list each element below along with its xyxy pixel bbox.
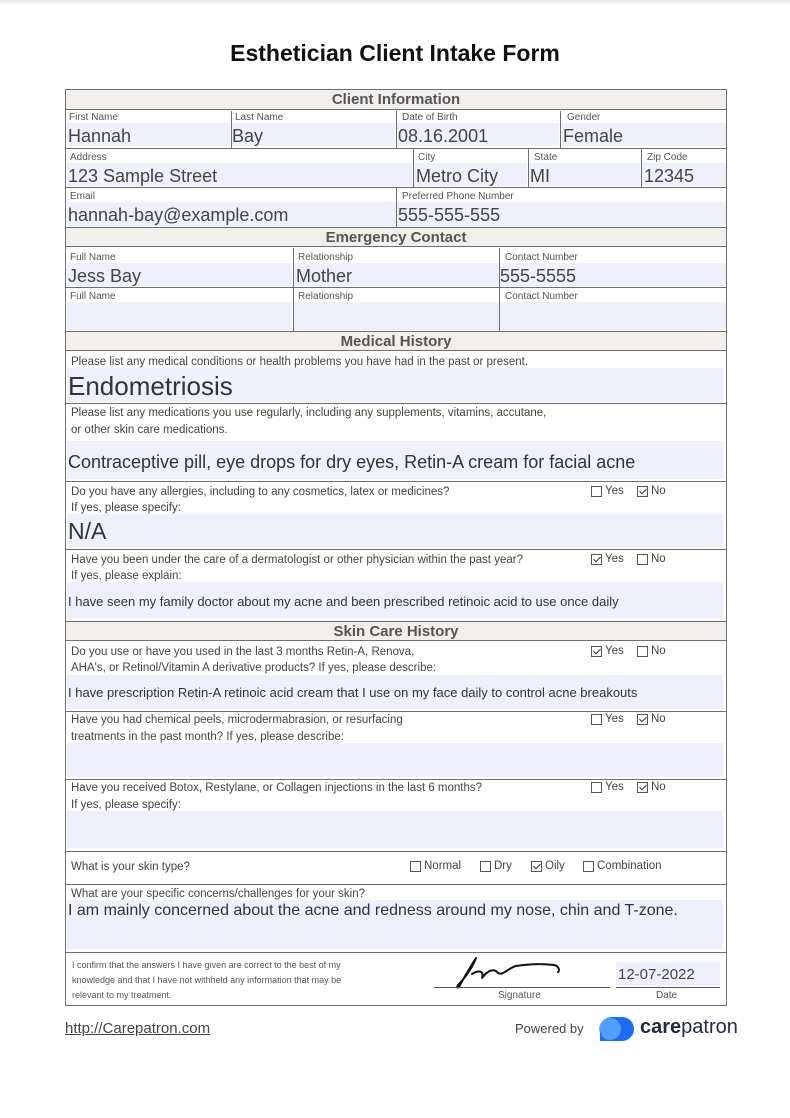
medical-q1: Please list any medical conditions or health problems you have had in the past or present. bbox=[71, 356, 529, 368]
zip-value: 12345 bbox=[644, 166, 695, 186]
divider bbox=[66, 287, 726, 288]
skin-type-label: Oily bbox=[545, 860, 565, 872]
yes-label: Yes bbox=[605, 645, 624, 657]
yes-label: Yes bbox=[605, 485, 624, 497]
zip-label: Zip Code bbox=[647, 152, 688, 163]
yes-label: Yes bbox=[605, 553, 624, 565]
skin-type-oily-checkbox[interactable] bbox=[531, 860, 565, 872]
gender-value: Female bbox=[563, 126, 624, 146]
divider bbox=[66, 851, 726, 852]
dob-value: 08.16.2001 bbox=[398, 126, 489, 146]
no-label: No bbox=[651, 485, 666, 497]
checkbox-icon bbox=[410, 861, 421, 872]
signature-label: Signature bbox=[498, 990, 541, 1001]
brand-rest: patron bbox=[681, 1016, 738, 1038]
carepatron-logo-text bbox=[640, 1016, 738, 1039]
allergies-yes-checkbox[interactable] bbox=[591, 485, 624, 497]
skincare-q1-line1: Do you use or have you used in the last 3 months Retin-A, Renova, bbox=[71, 646, 415, 658]
checkbox-icon bbox=[637, 646, 648, 657]
botox-yes-checkbox[interactable] bbox=[591, 781, 624, 793]
medical-a2-value: Contraceptive pill, eye drops for dry eyes, Retin-A cream for facial acne bbox=[68, 452, 636, 472]
checkbox-icon bbox=[591, 486, 602, 497]
emergency2-name-field[interactable] bbox=[67, 302, 292, 330]
dermatologist-no-checkbox[interactable] bbox=[637, 553, 666, 565]
divider bbox=[66, 779, 726, 780]
no-label: No bbox=[651, 553, 666, 565]
medical-q4-line1: Have you been under the care of a dermatologist or other physician within the past year? bbox=[71, 554, 523, 566]
skin-type-label: Normal bbox=[424, 860, 462, 872]
section-header-client: Client Information bbox=[66, 90, 726, 110]
medical-q2-line1: Please list any medications you use regularly, including any supplements, vitamins, accutane, bbox=[71, 407, 547, 419]
skin-type-dry-checkbox[interactable] bbox=[480, 860, 512, 872]
last-name-label: Last Name bbox=[235, 112, 284, 123]
section-header-emergency: Emergency Contact bbox=[66, 227, 726, 247]
emergency2-number-label: Contact Number bbox=[505, 291, 578, 302]
emergency-number-label: Contact Number bbox=[505, 252, 578, 263]
botox-no-checkbox[interactable] bbox=[637, 781, 666, 793]
emergency-relationship-label: Relationship bbox=[298, 252, 354, 263]
address-label: Address bbox=[70, 152, 107, 163]
checkbox-icon bbox=[583, 861, 594, 872]
medical-q3-line1: Do you have any allergies, including to any cosmetics, latex or medicines? bbox=[71, 486, 450, 498]
state-value: MI bbox=[530, 166, 550, 186]
emergency2-number-field[interactable] bbox=[500, 302, 726, 330]
first-name-label: First Name bbox=[69, 112, 118, 123]
dermatologist-yes-checkbox[interactable] bbox=[591, 553, 624, 565]
skincare-a2-field[interactable] bbox=[67, 743, 723, 777]
page-title: Esthetician Client Intake Form bbox=[230, 40, 560, 66]
confirm-line2: knowledge and that I have not withheld any information that may be bbox=[72, 975, 342, 985]
top-shadow bbox=[0, 0, 790, 6]
checkbox-icon bbox=[480, 861, 491, 872]
carepatron-link[interactable]: http://Carepatron.com bbox=[65, 1020, 211, 1037]
medical-q4-line2: If yes, please explain: bbox=[71, 570, 182, 582]
phone-label: Preferred Phone Number bbox=[402, 191, 514, 202]
dob-label: Date of Birth bbox=[402, 112, 458, 123]
powered-by-label: Powered by bbox=[515, 1021, 584, 1036]
emergency2-relationship-field[interactable] bbox=[294, 302, 499, 330]
checkbox-icon bbox=[637, 486, 648, 497]
skincare-a1-value: I have prescription Retin-A retinoic acid cream that I use on my face daily to control acne breakouts bbox=[68, 685, 638, 700]
skin-type-question: What is your skin type? bbox=[71, 861, 190, 873]
skincare-q3-line1: Have you received Botox, Restylane, or Collagen injections in the last 6 months? bbox=[71, 782, 483, 794]
peels-no-checkbox[interactable] bbox=[637, 713, 666, 725]
allergies-no-checkbox[interactable] bbox=[637, 485, 666, 497]
emergency-relationship-value: Mother bbox=[296, 266, 353, 286]
skincare-q3-line2: If yes, please specify: bbox=[71, 799, 181, 811]
checkbox-icon bbox=[637, 782, 648, 793]
retina-yes-checkbox[interactable] bbox=[591, 645, 624, 657]
medical-a4-value: I have seen my family doctor about my acne and been prescribed retinoic acid to use once daily bbox=[68, 594, 619, 609]
divider bbox=[66, 403, 726, 404]
medical-a3-field[interactable] bbox=[67, 514, 723, 547]
skincare-q2-line1: Have you had chemical peels, microdermabrasion, or resurfacing bbox=[71, 714, 403, 726]
concerns-question: What are your specific concerns/challenges for your skin? bbox=[71, 888, 366, 900]
section-header-medical: Medical History bbox=[66, 331, 726, 351]
concerns-value: I am mainly concerned about the acne and redness around my nose, chin and T-zone. bbox=[68, 902, 678, 919]
medical-a1-value: Endometriosis bbox=[68, 371, 233, 401]
medical-q2-line2: or other skin care medications. bbox=[71, 424, 228, 436]
divider bbox=[66, 481, 726, 482]
divider bbox=[66, 952, 726, 953]
section-header-skincare: Skin Care History bbox=[66, 621, 726, 641]
checkbox-icon bbox=[591, 782, 602, 793]
divider bbox=[66, 549, 726, 550]
city-value: Metro City bbox=[416, 166, 499, 186]
yes-label: Yes bbox=[605, 713, 624, 725]
emergency-name-value: Jess Bay bbox=[68, 266, 142, 286]
city-label: City bbox=[418, 152, 436, 163]
skin-type-label: Combination bbox=[597, 860, 662, 872]
checkbox-icon bbox=[591, 714, 602, 725]
email-value: hannah-bay@example.com bbox=[68, 205, 289, 225]
divider bbox=[66, 148, 726, 149]
date-label: Date bbox=[656, 990, 678, 1001]
skin-type-combination-checkbox[interactable] bbox=[583, 860, 662, 872]
skin-type-normal-checkbox[interactable] bbox=[410, 860, 461, 872]
state-label: State bbox=[534, 152, 558, 163]
medical-a3-value: N/A bbox=[68, 518, 107, 544]
no-label: No bbox=[651, 781, 666, 793]
medical-q3-line2: If yes, please specify: bbox=[71, 502, 181, 514]
gender-label: Gender bbox=[567, 112, 601, 123]
confirm-line3: relevant to my treatment. bbox=[72, 990, 172, 1000]
divider bbox=[66, 884, 726, 885]
skincare-q1-line2: AHA's, or Retinol/Vitamin A derivative products? If yes, please describe: bbox=[71, 662, 437, 674]
skincare-a3-field[interactable] bbox=[67, 811, 723, 848]
carepatron-logo-icon bbox=[598, 1015, 636, 1043]
checkbox-icon bbox=[591, 646, 602, 657]
signature-line bbox=[434, 987, 610, 988]
no-label: No bbox=[651, 713, 666, 725]
date-value: 12-07-2022 bbox=[618, 966, 695, 983]
checkbox-icon bbox=[637, 714, 648, 725]
no-label: No bbox=[651, 645, 666, 657]
email-label: Email bbox=[70, 191, 96, 202]
skincare-q2-line2: treatments in the past month? If yes, please describe: bbox=[71, 731, 344, 743]
retina-no-checkbox[interactable] bbox=[637, 645, 666, 657]
checkbox-icon bbox=[637, 554, 648, 565]
last-name-value: Bay bbox=[232, 126, 264, 146]
intake-form bbox=[65, 89, 727, 1006]
peels-yes-checkbox[interactable] bbox=[591, 713, 624, 725]
emergency2-name-label: Full Name bbox=[70, 291, 116, 302]
checkbox-icon bbox=[531, 861, 542, 872]
divider bbox=[66, 711, 726, 712]
emergency2-relationship-label: Relationship bbox=[298, 291, 354, 302]
checkbox-icon bbox=[591, 554, 602, 565]
address-value: 123 Sample Street bbox=[68, 166, 218, 186]
yes-label: Yes bbox=[605, 781, 624, 793]
phone-value: 555-555-555 bbox=[398, 205, 501, 225]
emergency-name-label: Full Name bbox=[70, 252, 116, 263]
skin-type-label: Dry bbox=[494, 860, 512, 872]
emergency-number-value: 555-5555 bbox=[500, 266, 577, 286]
brand-bold: care bbox=[640, 1016, 682, 1038]
date-line bbox=[616, 987, 720, 988]
first-name-value: Hannah bbox=[68, 126, 132, 146]
confirm-line1: I confirm that the answers I have given are correct to the best of my bbox=[72, 960, 341, 970]
